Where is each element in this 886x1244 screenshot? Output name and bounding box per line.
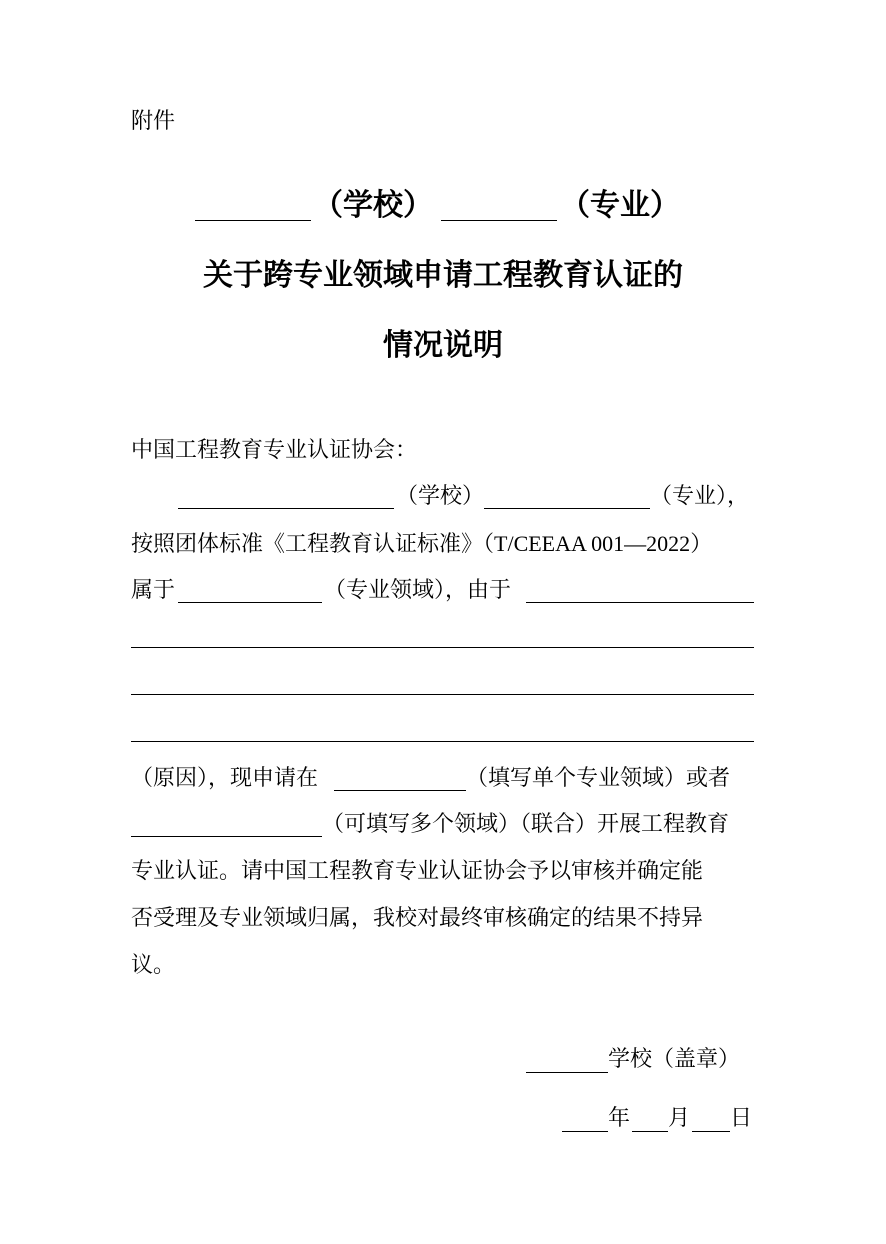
school-blank [178,508,394,509]
major-blank [484,508,650,509]
title-line-3: 情况说明 [383,328,503,363]
title-line-2: 关于跨专业领域申请工程教育认证的 [203,258,683,293]
school-stamp-label: 学校（盖章） [608,1047,741,1072]
reason-blank-line-2 [131,694,754,695]
title-school-blank [195,220,311,221]
title-major-blank [441,220,557,221]
year-label: 年 [608,1106,631,1131]
day-label: 日 [730,1106,753,1131]
reason-blank-start [526,602,754,603]
standard-code: T/CEEAA 001—2022 [494,531,691,556]
single-field-blank [334,790,466,791]
title-major-label: （专业） [560,188,680,223]
multi-field-blank [131,836,322,837]
field-blank [178,602,322,603]
belongs-prefix: 属于 [131,578,176,603]
attachment-label: 附件 [131,109,176,134]
month-label: 月 [668,1106,691,1131]
multi-field-label: （可填写多个领域）（联合）开展工程教育 [322,812,730,837]
body-line-a: 专业认证。请中国工程教育专业认证协会予以审核并确定能 [131,859,704,884]
salutation: 中国工程教育专业认证协会： [131,438,418,463]
reason-blank-line-3 [131,741,754,742]
major-label: （专业）， [650,484,750,509]
reason-blank-line-1 [131,647,754,648]
standard-prefix: 按照团体标准《工程教育认证标准》（ [131,532,495,557]
year-blank [562,1131,608,1132]
day-blank [692,1131,730,1132]
field-label: （专业领域），由于 [324,578,512,603]
single-field-label: （填写单个专业领域）或者 [466,766,731,791]
reason-label: （原因），现申请在 [131,766,319,791]
body-line-c: 议。 [131,953,176,978]
month-blank [632,1131,668,1132]
body-line-b: 否受理及专业领域归属，我校对最终审核确定的结果不持异 [131,906,704,931]
title-school-label: （学校） [313,188,433,223]
standard-suffix: ） [690,532,713,557]
standard-line [131,529,712,560]
stamp-blank [526,1072,608,1073]
school-label: （学校） [396,484,485,509]
